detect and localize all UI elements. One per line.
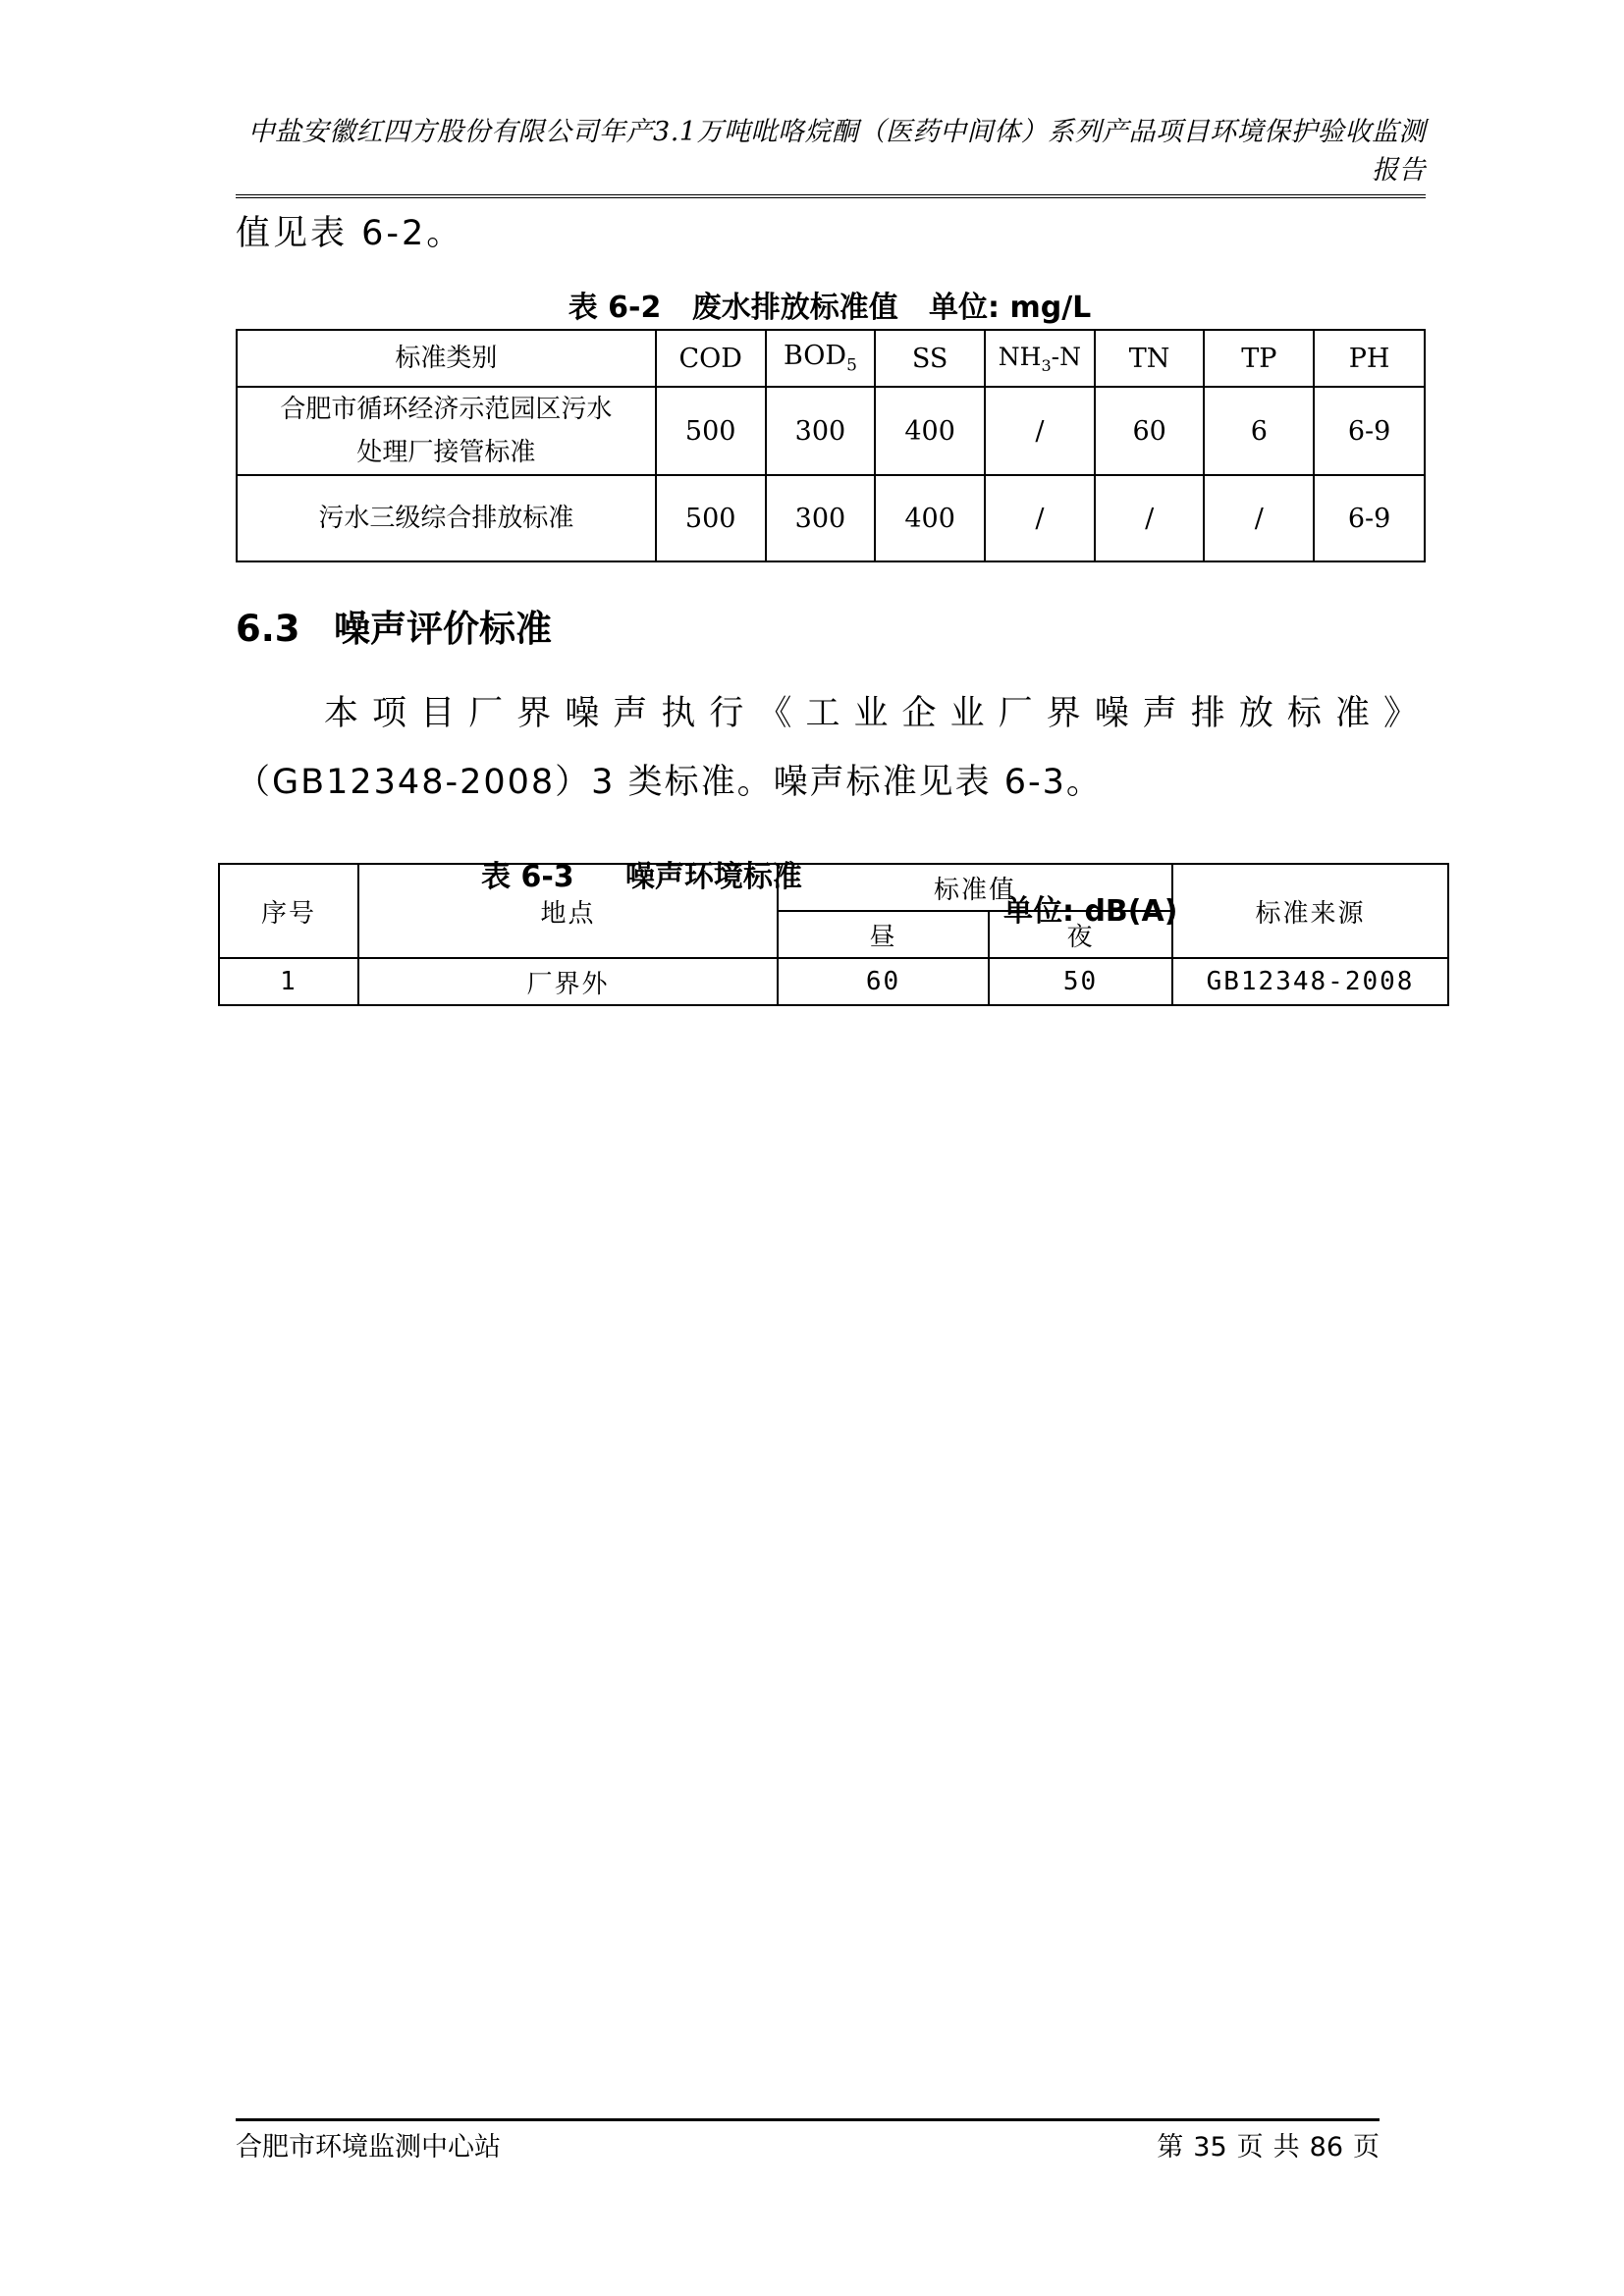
cell-ph: 6-9 bbox=[1314, 387, 1425, 475]
header-location: 地点 bbox=[358, 864, 778, 958]
intro-line: 值见表 6-2。 bbox=[236, 214, 464, 253]
header-night: 夜 bbox=[989, 911, 1172, 958]
cell-ph: 6-9 bbox=[1314, 475, 1425, 561]
table-row bbox=[237, 387, 1425, 475]
caption-unit: 单位: dB(A) bbox=[1003, 894, 1178, 929]
cell-tp: / bbox=[1204, 475, 1314, 561]
cell-cod: 500 bbox=[656, 475, 766, 561]
cell-source: GB12348-2008 bbox=[1172, 958, 1448, 1005]
page-footer bbox=[236, 2118, 1380, 2163]
cell-nh3n: / bbox=[985, 475, 1095, 561]
cell-category: 合肥市循环经济示范园区污水 处理厂接管标准 bbox=[237, 387, 656, 475]
wastewater-standards-table bbox=[236, 329, 1426, 562]
header-ss: SS bbox=[875, 330, 985, 387]
cell-night: 50 bbox=[989, 958, 1172, 1005]
noise-standards-table bbox=[218, 863, 1449, 1006]
report-title: 中盐安徽红四方股份有限公司年产3.1万吨吡咯烷酮（医药中间体）系列产品项目环境保护验收监测报告 bbox=[247, 117, 1426, 186]
header-source: 标准来源 bbox=[1172, 864, 1448, 958]
header-tn: TN bbox=[1095, 330, 1205, 387]
table-6-2-caption: 表 6-2 废水排放标准值 单位: mg/L bbox=[568, 291, 1092, 325]
header-standard-value: 标准值 bbox=[778, 864, 1172, 911]
cell-cod: 500 bbox=[656, 387, 766, 475]
footer-org: 合肥市环境监测中心站 bbox=[236, 2132, 501, 2163]
paragraph-line-2: （GB12348-2008）3 类标准。噪声标准见表 6-3。 bbox=[236, 763, 1103, 802]
cell-nh3n: / bbox=[985, 387, 1095, 475]
header-ph: PH bbox=[1314, 330, 1425, 387]
caption-title: 表 6-3 噪声环境标准 bbox=[481, 860, 802, 894]
table-row bbox=[237, 475, 1425, 561]
cell-day: 60 bbox=[778, 958, 989, 1005]
header-category: 标准类别 bbox=[237, 330, 656, 387]
section-title: 噪声评价标准 bbox=[334, 608, 552, 650]
section-number: 6.3 bbox=[236, 608, 300, 650]
table-row bbox=[219, 958, 1448, 1005]
section-paragraph bbox=[236, 679, 1426, 817]
table-header-row bbox=[237, 330, 1425, 387]
cell-tn: 60 bbox=[1095, 387, 1205, 475]
cell-ss: 400 bbox=[875, 387, 985, 475]
header-bod5: $BOD_5$ bbox=[766, 330, 876, 387]
cell-tn: / bbox=[1095, 475, 1205, 561]
cell-bod: 300 bbox=[766, 387, 876, 475]
cell-ss: 400 bbox=[875, 475, 985, 561]
header-cod: COD bbox=[656, 330, 766, 387]
section-heading bbox=[236, 599, 552, 652]
cell-category: 污水三级综合排放标准 bbox=[237, 475, 656, 561]
cell-location: 厂界外 bbox=[358, 958, 778, 1005]
page-number: 第 35 页 共 86 页 bbox=[1157, 2132, 1380, 2163]
header-tp: TP bbox=[1204, 330, 1314, 387]
table-header-row bbox=[219, 864, 1448, 911]
cell-bod: 300 bbox=[766, 475, 876, 561]
cell-no: 1 bbox=[219, 958, 358, 1005]
header-no: 序号 bbox=[219, 864, 358, 958]
header-day: 昼 bbox=[778, 911, 989, 958]
header-nh3n: $NH_3-N$ bbox=[985, 330, 1095, 387]
page-header bbox=[236, 110, 1426, 198]
paragraph-line-1: 本项目厂界噪声执行《工业企业厂界噪声排放标准》 bbox=[324, 694, 1426, 733]
cell-tp: 6 bbox=[1204, 387, 1314, 475]
